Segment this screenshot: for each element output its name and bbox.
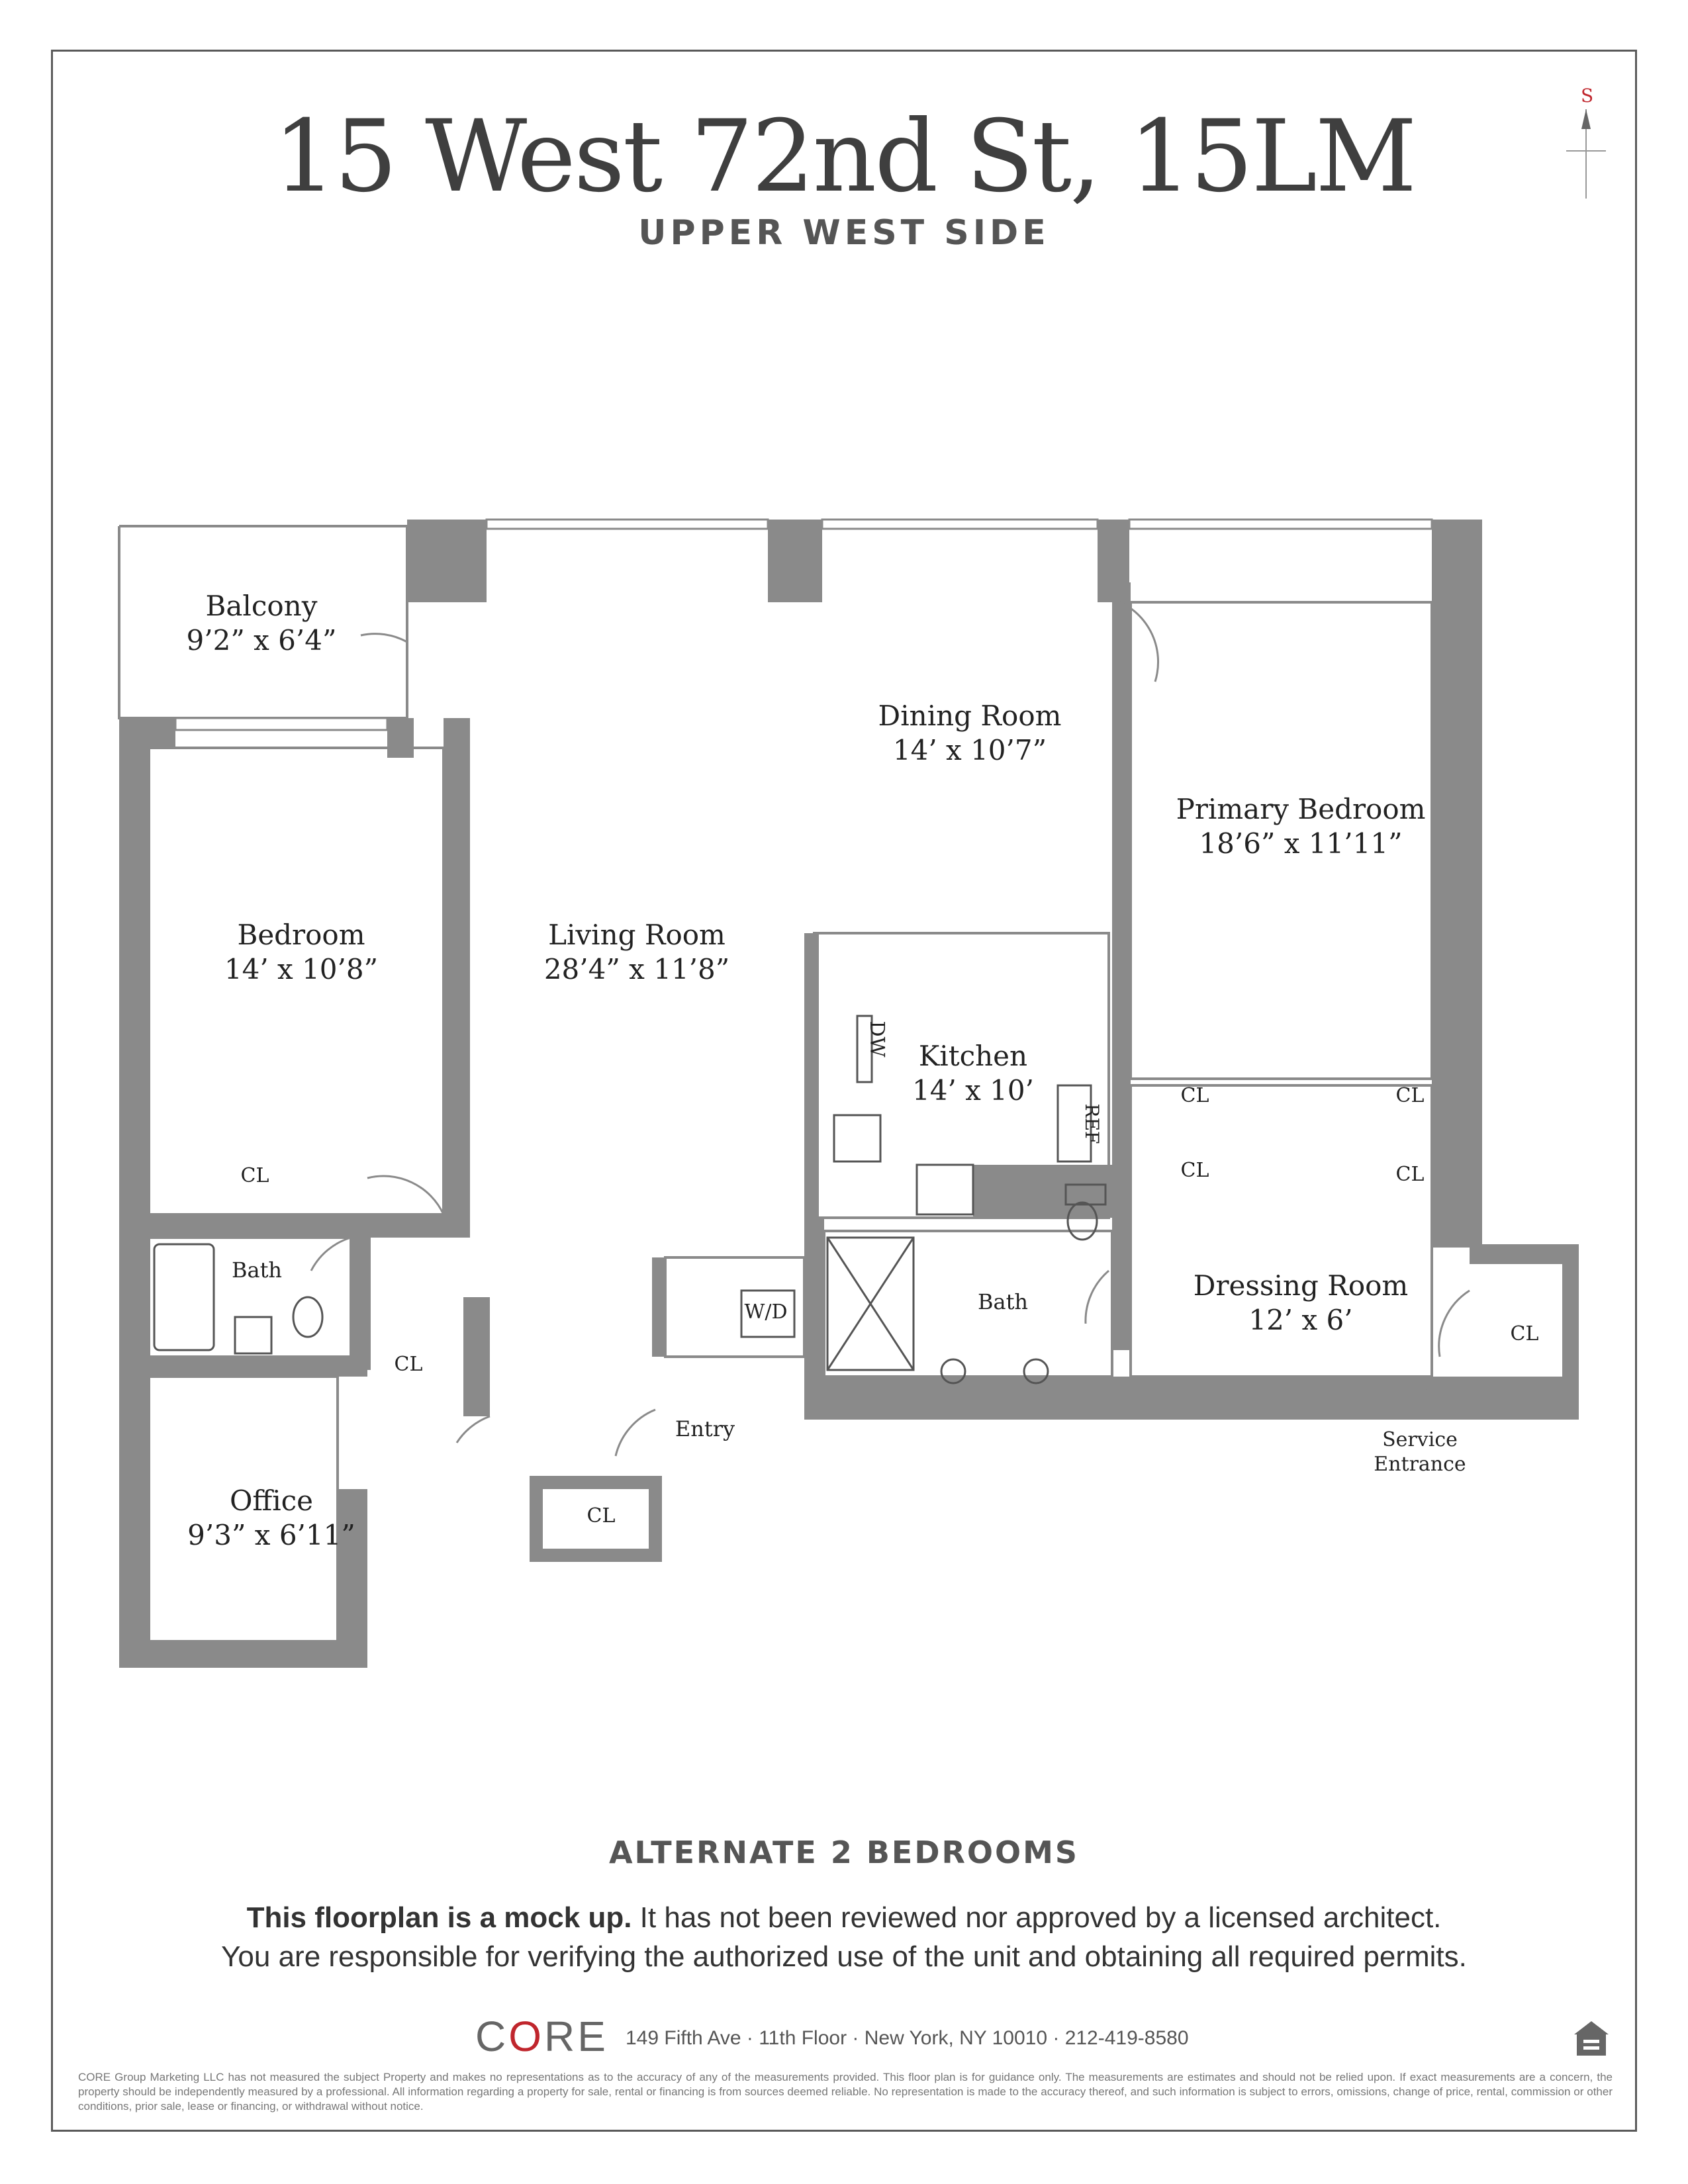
living-size: 28’4” x 11’8” <box>543 953 730 985</box>
primary-size: 18’6” x 11’11” <box>1199 827 1403 860</box>
office-name: Office <box>229 1484 314 1517</box>
bath-right-label: Bath <box>977 1289 1029 1314</box>
dressing-name: Dressing Room <box>1193 1269 1409 1302</box>
bath-left-label: Bath <box>231 1257 283 1283</box>
cl-primary-right-bottom: CL <box>1395 1163 1425 1186</box>
disclaimer-line-2: You are responsible for verifying the authorized use of the unit and obtaining all required permits. <box>221 1940 1467 1973</box>
layout-heading: ALTERNATE 2 BEDROOMS <box>608 1835 1080 1870</box>
kitchen-name: Kitchen <box>918 1040 1028 1072</box>
office-size: 9’3” x 6’11” <box>187 1519 355 1551</box>
balcony-size: 9’2” x 6’4” <box>186 624 337 657</box>
kitchen-size: 14’ x 10’ <box>912 1074 1034 1107</box>
dining-name: Dining Room <box>878 700 1062 732</box>
room-outlines <box>149 602 1432 1641</box>
cl-primary-right-top: CL <box>1395 1084 1425 1107</box>
cl-entry: CL <box>586 1504 616 1527</box>
contact-info: 149 Fifth Ave · 11th Floor · New York, NY 10010 · 212-419-8580 <box>626 2027 1189 2049</box>
neighborhood-subtitle: UPPER WEST SIDE <box>638 213 1050 253</box>
wd-label: W/D <box>744 1300 788 1324</box>
ref-label: REF <box>1081 1103 1103 1144</box>
entry-label: Entry <box>675 1416 735 1441</box>
disclaimer-bold: This floorplan is a mock up. <box>246 1901 632 1934</box>
compass-label: S <box>1581 85 1594 107</box>
cl-bath: CL <box>394 1353 423 1376</box>
balcony-outline <box>119 526 407 718</box>
equal-housing-icon <box>1571 2019 1611 2060</box>
living-name: Living Room <box>548 919 726 951</box>
dressing-size: 12’ x 6’ <box>1248 1304 1353 1336</box>
core-logo <box>475 2012 608 2061</box>
legal-disclaimer: CORE Group Marketing LLC has not measured the subject Property and makes no representations as to the accuracy of any of the measurements provided. This floor plan is for guidance only. The measurements are estimates and should not be relied upon. If exact measurements are a concern, the property should be independently measured by a professional. All information regarding a property for sale, rental or financing is from sources deemed reliable. No representation is made to the accuracy thereof, and such information is subject to errors, omissions, change of price, rental, commission or other conditions, prior sale, lease or financing, or withdrawal without notice. <box>78 2071 1613 2113</box>
cl-primary-left-bottom: CL <box>1180 1159 1209 1182</box>
disclaimer-line-1 <box>0 1901 1688 1934</box>
logo-o: O <box>508 2013 544 2060</box>
logo-re: RE <box>544 2013 608 2060</box>
dining-size: 14’ x 10’7” <box>892 734 1047 766</box>
balcony-name: Balcony <box>205 590 318 622</box>
logo-c: C <box>475 2013 509 2060</box>
service-label-2: Entrance <box>1374 1453 1466 1476</box>
primary-name: Primary Bedroom <box>1176 793 1426 825</box>
listing-title: 15 West 72nd St, 15LM <box>273 99 1415 214</box>
bedroom-size: 14’ x 10’8” <box>224 953 379 985</box>
cl-dressing: CL <box>1510 1322 1539 1345</box>
cl-primary-left-top: CL <box>1180 1084 1209 1107</box>
bedroom-window <box>175 718 387 730</box>
bedroom-name: Bedroom <box>237 919 365 951</box>
service-label-1: Service <box>1382 1428 1458 1451</box>
disclaimer-rest: It has not been reviewed nor approved by a licensed architect. <box>632 1901 1442 1934</box>
dw-label: DW <box>865 1021 888 1058</box>
cl-bedroom: CL <box>240 1164 269 1187</box>
